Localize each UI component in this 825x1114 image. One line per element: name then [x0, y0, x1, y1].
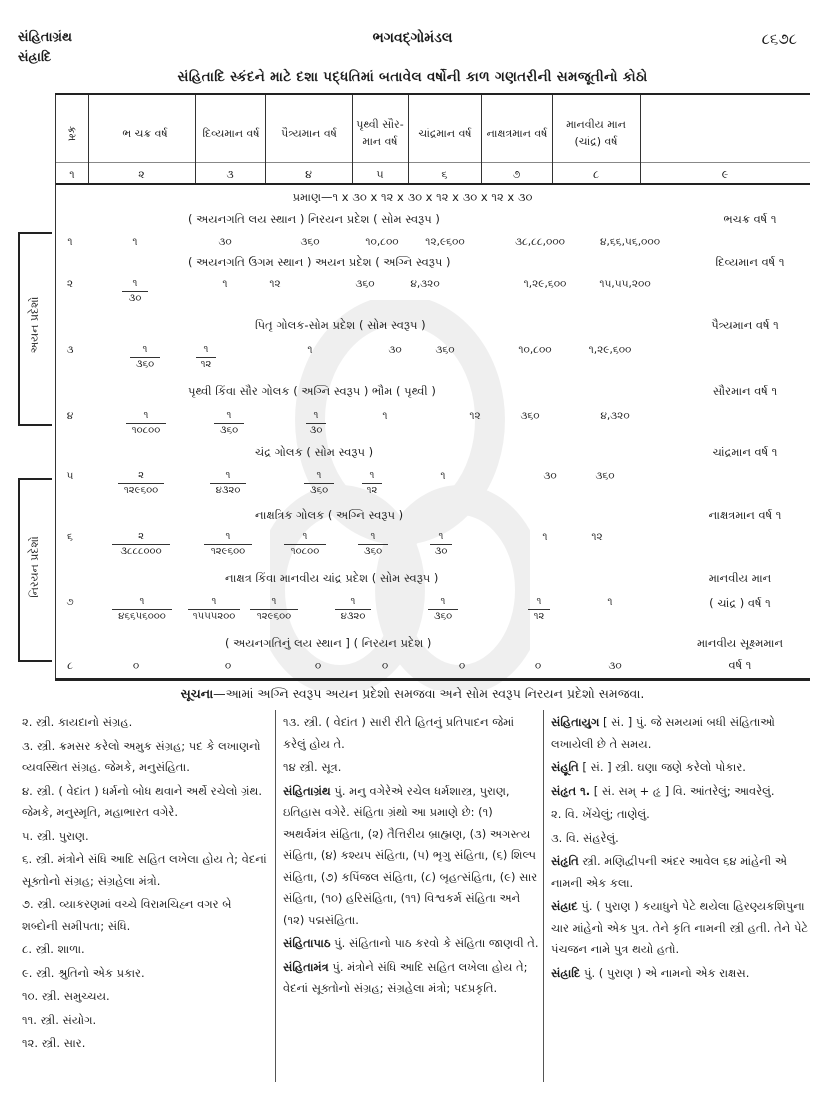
denominator: ૩૦	[128, 293, 142, 304]
fraction-bar	[306, 423, 326, 424]
denominator: ૩૮૮૮૦૦૦	[120, 546, 162, 557]
row-number: ૫	[66, 470, 74, 482]
cell-value: ૩૬૦	[355, 278, 375, 290]
header-nakshatraman: નાક્ષત્રમાન વર્ષ	[486, 126, 548, 140]
fraction	[112, 596, 172, 622]
fraction-bar	[210, 483, 246, 484]
fraction	[210, 470, 246, 496]
cell-value: ૧૨	[591, 531, 603, 543]
denominator: ૧૨૯૬૦૦	[210, 546, 246, 557]
cell-value: ૧	[440, 470, 446, 482]
headword: સંહૃતિ	[551, 854, 579, 868]
fraction	[428, 596, 458, 622]
col-number: ૩	[226, 168, 234, 181]
denominator: ૧૨૯૬૦૦	[256, 611, 292, 622]
cell-value: ૪,૩૨૦	[410, 278, 440, 290]
fraction	[196, 344, 216, 370]
numerator: ૧	[225, 531, 231, 542]
cell-value: ૧૨	[269, 278, 281, 290]
row-number: ૮	[67, 660, 73, 672]
definition: [ સં. ] પું. જે સમયમાં બધી સંહિતાઓ લખાયેલી છે તે સમય.	[551, 715, 775, 751]
numerator: ૨	[138, 470, 144, 481]
fraction-bar	[126, 423, 166, 424]
fraction-bar	[362, 483, 382, 484]
table-left-border	[55, 95, 56, 678]
pramanu-formula: પ્રમાણ—૧ x ૩૦ x ૧૨ x ૩૦ x ૧૨ x ૩૦ x ૧૨ x ૩૦	[292, 190, 533, 204]
row-label: દિવ્યમાન વર્ષ ૧	[715, 255, 785, 269]
sense-entry: ૧૧. સ્ત્રી. સંયોગ.	[22, 1012, 97, 1027]
fraction-bar	[204, 544, 252, 545]
cell-value: ૧૫,૫૫,૨૦૦	[599, 278, 651, 290]
definition: પું. ( પુરાણ ) કયાધુને પેટે થયેલા હિરણ્યકશિપુના ચાર માંહેનો એક પુત્ર. તેને કૃતિ નામની સ્ત્રી હતી. તેને પેટે પંચજન નામે પુત્ર થયો હતો.	[551, 899, 809, 956]
denominator: ૧૦૮૦૦	[290, 546, 320, 557]
fraction-bar	[304, 483, 334, 484]
header-chandraman: ચાંદ્રમાન વર્ષ	[418, 126, 472, 140]
fraction	[188, 596, 240, 622]
numerator: ૧	[132, 278, 138, 289]
headword: સંહિતાપાઠ	[283, 936, 331, 950]
row-label-line2: વર્ષ ૧	[728, 658, 752, 672]
header-bottom-rule	[55, 183, 810, 185]
cell-value: ૦	[381, 660, 389, 672]
denominator: ૩૬૦	[135, 359, 155, 370]
table-title: સંહિતાદિ સ્કંદને માટે દશા પદ્ધતિમાં બતાવેલ વર્ષોની કાળ ગણતરીની સમજૂતીનો કોઠો	[177, 69, 648, 85]
fraction-bar	[284, 544, 326, 545]
cell-value: ૧	[607, 596, 613, 608]
dictionary-entry	[283, 933, 539, 955]
row-caption: ( અયનગતિ ઉગમ સ્થાન ) અયન પ્રદેશ ( અગ્નિ સ્વરૂપ )	[188, 255, 451, 269]
dictionary-entry	[551, 757, 813, 779]
cell-value: ૧	[132, 236, 138, 248]
dictionary-entry	[283, 712, 539, 755]
fraction	[358, 531, 388, 557]
col-number: ૫	[376, 168, 384, 181]
numerator: ૧	[440, 596, 446, 607]
header-serial	[56, 102, 88, 164]
cell-value: ૩૦	[388, 344, 402, 356]
col-number: ૬	[441, 168, 448, 181]
col-number: ૮	[592, 168, 600, 181]
denominator: ૩૦	[309, 425, 323, 436]
row-label: નાક્ષત્રમાન વર્ષ ૧	[708, 508, 782, 522]
note-lead: સૂચના	[180, 686, 214, 701]
sense-entry: ૪. સ્ત્રી. ( વેદાંત ) ધર્મનો બોધ થવાને અર્થે રચેલો ગ્રંથ. જેમકે, મનુસ્મૃતિ, મહાભારત વગેરે.	[22, 783, 262, 819]
denominator: ૧૫૫૫૨૦૦	[192, 611, 236, 622]
numerator: ૧	[370, 531, 376, 542]
fraction-bar	[335, 609, 371, 610]
cell-value: ૦	[314, 660, 322, 672]
numerator: ૧	[316, 470, 322, 481]
fraction-bar	[430, 544, 452, 545]
table-bottom-rule	[55, 678, 810, 681]
row-label: ચાંદ્રમાન વર્ષ ૧	[712, 445, 778, 459]
nirayan-pradesho-label: નિરયન પ્રદેશો	[28, 536, 41, 598]
cell-value: ૪,૩૨૦	[600, 410, 630, 422]
cell-value: ૩૦	[608, 660, 622, 672]
sense-entry: ૨. સ્ત્રી. કાયદાનો સંગ્રહ.	[22, 715, 133, 729]
definition: [ સં. ] સ્ત્રી. ઘણા જણે કરેલો પોકાર.	[578, 760, 746, 774]
sense-entry: ૬. સ્ત્રી. મંત્રોને સંધિ આદિ સહિત લખેલા હોય તે; વેદનાં સૂક્તોનો સંગ્રહ; સંગ્રહેલા મંત્રો.	[22, 852, 267, 888]
definitions-column-middle	[283, 712, 539, 1002]
row-label: સૌરમાન વર્ષ ૧	[712, 384, 778, 398]
denominator: ૪૩૨૦	[340, 611, 366, 622]
fraction-bar	[112, 544, 170, 545]
cell-value: ૧૦,૮૦૦	[518, 344, 552, 356]
fraction-bar	[214, 423, 244, 424]
definition: ૧૩. સ્ત્રી. ( વેદાંત ) સારી રીતે હિતનું પ્રતિપાદન જેમાં કરેલું હોય તે.	[283, 715, 515, 751]
definition: સ્ત્રી. મણિદ્વીપની અંદર આવેલ ૬૪ માંહેની એ નામની એક કલા.	[551, 854, 787, 890]
definition: ૧૪ સ્ત્રી. સૂત્ર.	[283, 760, 342, 774]
fraction	[204, 531, 252, 557]
cell-value: ૩૦	[543, 470, 557, 482]
fraction	[126, 410, 166, 436]
dictionary-entry	[283, 757, 539, 779]
sense-entry: ૮. સ્ત્રી. શાળા.	[22, 942, 85, 956]
row-number: ૩	[66, 344, 74, 356]
row-label: પૈત્ર્યમાન વર્ષ ૧	[711, 318, 779, 332]
denominator: ૩૬૦	[309, 485, 329, 496]
fraction	[362, 470, 382, 496]
numerator: ૧	[369, 470, 375, 481]
header-bhachakra: ભ ચક્ર વર્ષ	[122, 126, 168, 140]
numerator: ૧	[203, 344, 209, 355]
row-label: માનવીય માન	[708, 571, 772, 585]
row-caption: ( અયનગતિનું લય સ્થાન ] ( નિરયન પ્રદેશ )	[225, 636, 432, 650]
header-label: ક્રમ	[65, 125, 79, 141]
row-caption: પૃથ્વી કિંવા સૌર ગોલક ( અગ્નિ સ્વરૂપ ) ભૌમ ( પૃથ્વી )	[188, 384, 436, 398]
definitions-column-right	[551, 712, 813, 986]
fraction-bar	[528, 609, 550, 610]
col-number: ૪	[305, 168, 312, 181]
numerator: ૧	[313, 410, 319, 421]
page-number: ૮૬૭૮	[761, 30, 797, 48]
row-label: માનવીય સૂક્ષ્મમાન	[696, 636, 784, 650]
dictionary-entry	[283, 957, 539, 1000]
sense-entry: ૫. સ્ત્રી. પુરાણ.	[22, 828, 89, 843]
fraction-bar	[118, 483, 164, 484]
definition: પું. સંહિતાનો પાઠ કરવો કે સંહિતા જાણવી તે.	[330, 936, 539, 950]
dictionary-entry	[551, 828, 813, 850]
numerator: ૧	[302, 531, 308, 542]
numerator: ૧	[211, 596, 217, 607]
fraction	[118, 470, 164, 496]
fraction-bar	[196, 357, 216, 358]
numerator: ૧	[225, 470, 231, 481]
sense-entry: ૧૦. સ્ત્રી. સમુચ્ચય.	[22, 989, 110, 1003]
col-number: ૭	[512, 168, 521, 181]
headword: સંહિતાગ્રંથ	[283, 783, 331, 798]
headword: સંહિતાયુગ	[551, 715, 600, 729]
cell-value: ૧	[307, 344, 313, 356]
cell-value: ૦	[458, 660, 466, 672]
denominator: ૧૨	[366, 485, 378, 496]
headword: સંહિતામંત્ર	[283, 959, 329, 974]
denominator: ૧૦૮૦૦	[131, 425, 161, 436]
book-title: ભગવદ્ગોમંડલ	[372, 30, 453, 46]
column-divider	[275, 710, 276, 1082]
header-saurman: પૃથ્વી સૌર- માન વર્ષ	[356, 118, 404, 148]
sense-entry: ૧૨. સ્ત્રી. સાર.	[22, 1036, 86, 1050]
header-divyaman: દિવ્યમાન વર્ષ	[202, 126, 260, 140]
definition: ૩. વિ. સંહરેલું.	[551, 830, 619, 845]
fraction-bar	[250, 609, 298, 610]
guide-word-last: સંહ્રાદિ	[18, 50, 52, 65]
denominator: ૧૨૯૬૦૦	[123, 485, 159, 496]
numerator: ૧	[139, 596, 145, 607]
row-label-line2: ( ચાંદ્ર ) વર્ષ ૧	[709, 596, 771, 610]
fraction-bar	[428, 609, 458, 610]
numerator: ૧	[143, 410, 149, 421]
sense-entry: ૭. સ્ત્રી. વ્યાકરણમાં વચ્ચે વિરામચિહ્ન વગર બે શબ્દોની સમીપતા; સંધિ.	[22, 897, 232, 933]
cell-value: ૩૬૦	[520, 410, 540, 422]
fraction	[335, 596, 371, 622]
definition: પું. મંત્રોને સંધિ આદિ સહિત લખેલા હોય તે; વેદનાં સૂક્તોનો સંગ્રહ; સંગ્રહેલા મંત્રો; પદપ્રકૃતિ.	[283, 959, 528, 995]
cell-value: ૩૬૦	[435, 344, 455, 356]
cell-value: ૧૨,૯૬૦૦	[425, 236, 465, 248]
cell-value: ૩૬૦	[595, 470, 615, 482]
dictionary-entry	[551, 781, 813, 803]
cell-value: ૦	[132, 660, 140, 672]
headword: સંહ્રાદ	[551, 899, 578, 913]
fraction-bar	[130, 357, 160, 358]
denominator: ૧૨	[533, 611, 545, 622]
fraction-bar	[112, 609, 172, 610]
fraction	[284, 531, 326, 557]
cell-value: ૩૬૦	[300, 236, 320, 248]
fraction	[430, 531, 452, 557]
fraction-bar	[122, 291, 148, 292]
numerator: ૧	[536, 596, 542, 607]
denominator: ૩૬૦	[363, 546, 383, 557]
denominator: ૩૬૦	[219, 425, 239, 436]
numerator: ૧	[350, 596, 356, 607]
row-caption: પિતૃ ગોલક-સોમ પ્રદેશ ( સોમ સ્વરૂપ )	[255, 318, 426, 332]
denominator: ૪૬૬૫૬૦૦૦	[118, 611, 166, 622]
col-number: ૧	[69, 168, 75, 181]
dictionary-entry	[551, 963, 813, 985]
row-number: ૬	[67, 531, 73, 543]
denominator: ૪૩૨૦	[215, 485, 241, 496]
numerator: ૧	[142, 344, 148, 355]
fraction	[112, 531, 170, 557]
fraction	[304, 470, 334, 496]
fraction-bar	[188, 609, 240, 610]
cell-value: ૧	[382, 410, 388, 422]
cell-value: ૦	[534, 660, 542, 672]
headword: સંહૃત ૧.	[551, 783, 591, 798]
headword: સંહૂતિ	[551, 760, 579, 774]
cell-value: ૧	[222, 278, 228, 290]
row-number: ૧	[67, 236, 73, 248]
dictionary-entry	[551, 712, 813, 755]
table-top-rule	[55, 93, 810, 95]
fraction	[528, 596, 550, 622]
cell-value: ૩૦	[218, 236, 232, 248]
header-manaviyaman: માનવીય માન (ચાંદ્ર) વર્ષ	[566, 118, 626, 148]
numerator: ૧	[438, 531, 444, 542]
row-label: ભચક્ર વર્ષ ૧	[723, 212, 777, 226]
cell-value: ૧૦,૮૦૦	[365, 236, 399, 248]
dictionary-entry	[551, 804, 813, 826]
row-caption: નાક્ષત્ર કિંવા માનવીય ચાંદ્ર પ્રદેશ ( સોમ સ્વરૂપ )	[225, 571, 439, 585]
definition: પું. મનુ વગેરેએ રચેલ ધર્મશાસ્ત્ર, પુરાણ, ઇતિહાસ વગેરે. સંહિતા ગ્રંથો આ પ્રમાણે છે: (૧) અથર્વમંત્ર સંહિતા, (૨) તૈત્તિરીય બ્રાહ્મણ, (૩) અગસ્ત્ય સંહિતા, (૪) કશ્યપ સંહિતા, (૫) ભૃગુ સંહિતા, (૬) શિલ્પ સંહિતા, (૭) કપિંજલ સંહિતા, (૮) બૃહત્સંહિતા, (૯) સાર સંહિતા, (૧૦) હરિસંહિતા, (૧૧) વિશ્વકર્મ સંહિતા અને (૧૨) પદ્મસંહિતા.	[283, 783, 538, 927]
row-number: ૪	[66, 410, 74, 422]
column-divider	[543, 710, 544, 1082]
col-number: ૨	[138, 168, 145, 181]
cell-value: ૧૨	[469, 410, 481, 422]
row-caption: ચંદ્ર ગોલક ( સોમ સ્વરૂપ )	[255, 445, 374, 459]
denominator: ૧૨	[200, 359, 212, 370]
cell-value: ૧,૨૯,૬૦૦	[523, 278, 567, 290]
row-caption: ( અયનગતિ લય સ્થાન ) નિરયન પ્રદેશ ( સોમ સ્વરૂપ )	[188, 212, 440, 226]
header-paitryaman: પૈત્ર્યમાન વર્ષ	[281, 126, 337, 140]
dictionary-entry	[551, 851, 813, 894]
table-note	[0, 686, 825, 702]
row-number: ૨	[66, 278, 74, 290]
numerator: ૨	[138, 531, 144, 542]
denominator: ૩૬૦	[433, 611, 453, 622]
denominator: ૩૦	[434, 546, 448, 557]
definition: ૨. વિ. ખેંચેલું; તાણેલું.	[551, 807, 650, 821]
note-text: —આમાં અગ્નિ સ્વરૂપ અયન પ્રદેશો સમજવા અને સોમ સ્વરૂપ નિરયન પ્રદેશો સમજવા.	[213, 686, 645, 701]
sense-entry: ૩. સ્ત્રી. ક્રમસર કરેલો અમુક સંગ્રહ; પદ કે લખાણનો વ્યવસ્થિત સંગ્રહ. જેમકે, મનુસંહિતા.	[22, 738, 261, 774]
dictionary-entry	[283, 781, 539, 932]
cell-value: ૩૮,૮૮,૦૦૦	[515, 236, 565, 248]
fraction	[250, 596, 298, 622]
numerator: ૧	[271, 596, 277, 607]
fraction	[214, 410, 244, 436]
fraction	[122, 278, 148, 304]
cell-value: ૦	[224, 660, 232, 672]
guide-word-first: સંહિતાગ્રંથ	[18, 30, 72, 45]
dictionary-entry	[551, 896, 813, 961]
fraction-bar	[358, 544, 388, 545]
definition: [ સં. સમ્ + હૃ ] વિ. આંતરેલું; આવરેલું.	[590, 783, 775, 798]
col-number: ૯	[721, 168, 729, 181]
fraction	[130, 344, 160, 370]
cell-value: ૧	[542, 531, 548, 543]
sense-entry: ૯. સ્ત્રી. શ્રુતિનો એક પ્રકાર.	[22, 965, 145, 980]
cell-value: ૪,૬૬,૫૬,૦૦૦	[599, 236, 661, 248]
headword: સંહ્રાદિ	[551, 965, 581, 980]
cell-value: ૧,૨૯,૬૦૦	[588, 344, 632, 356]
row-caption: નાક્ષત્રિક ગોલક ( અગ્નિ સ્વરૂપ )	[255, 508, 404, 522]
definition: પું. ( પુરાણ ) એ નામનો એક રાક્ષસ.	[580, 965, 750, 980]
fraction	[306, 410, 326, 436]
row-number: ૭	[66, 596, 74, 608]
numerator: ૧	[226, 410, 232, 421]
ayan-pradesho-label: અયન પ્રદેશો	[28, 296, 41, 354]
definitions-column-left	[22, 712, 270, 1057]
